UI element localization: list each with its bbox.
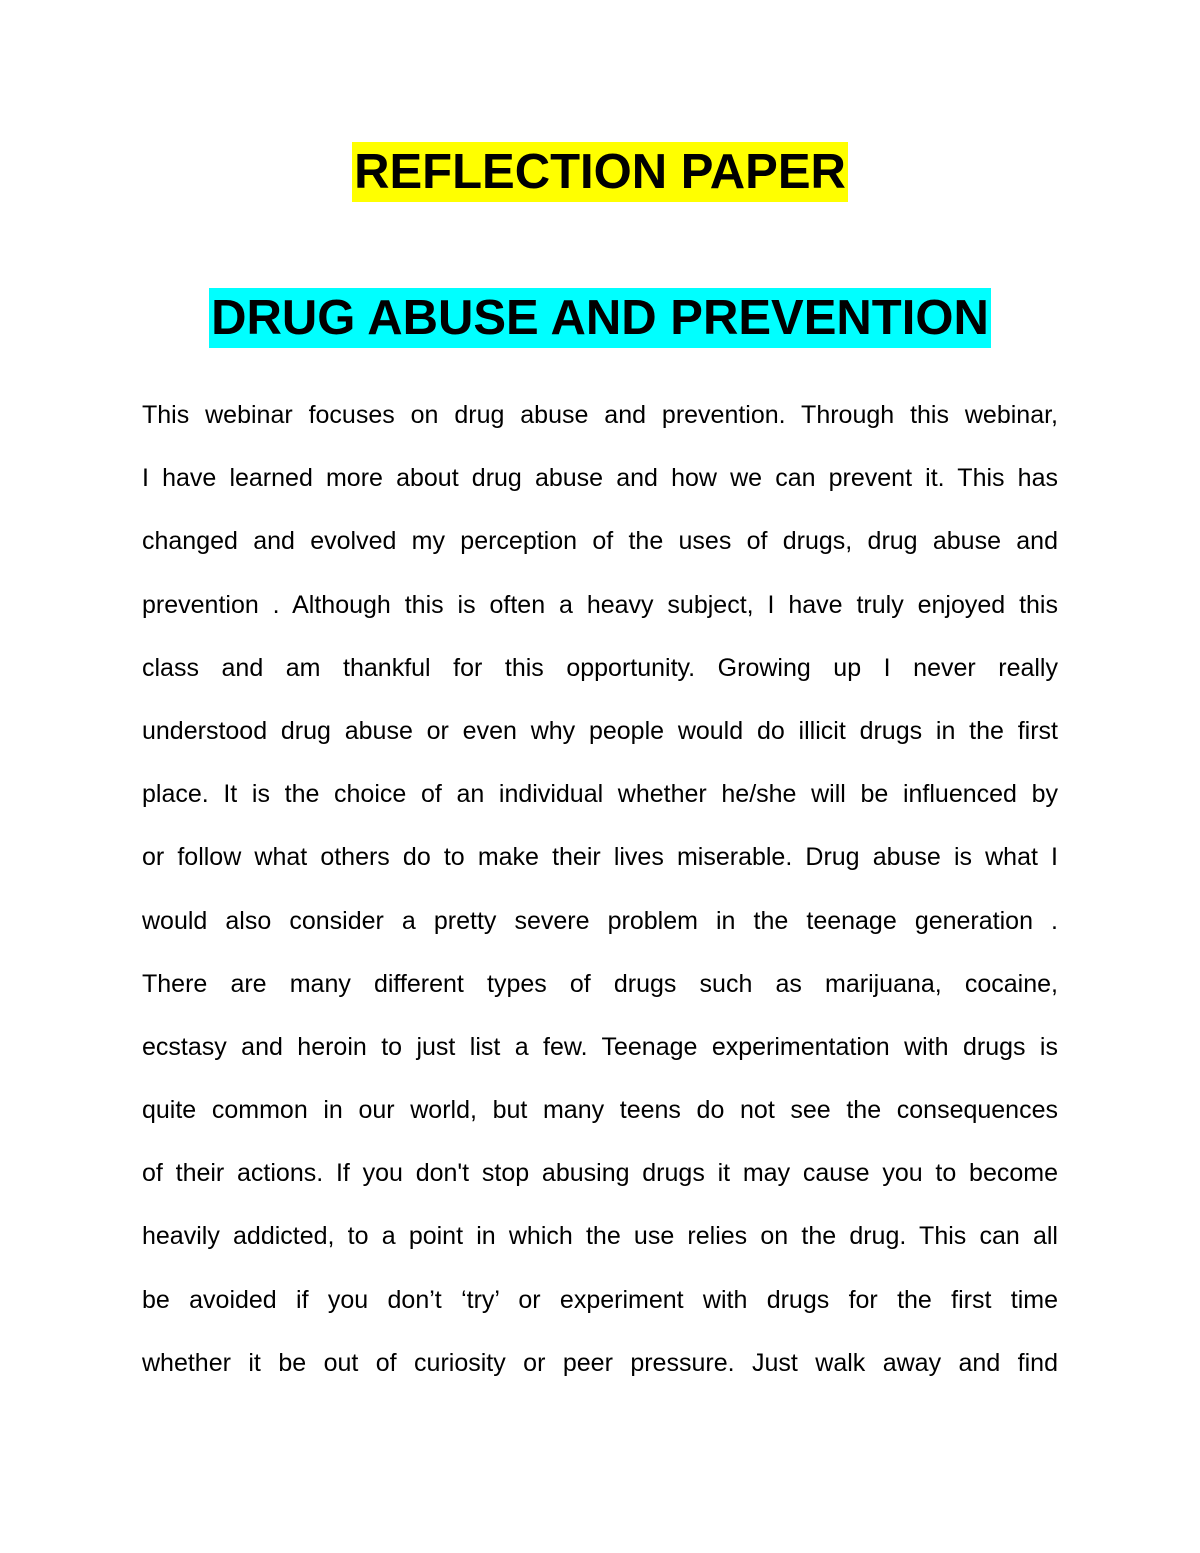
text-line: I have learned more about drug abuse and how we can prevent it. This has <box>142 464 1058 493</box>
text-line: This webinar focuses on drug abuse and prevention. Through this webinar, <box>142 401 1058 429</box>
subtitle-container <box>0 288 1200 348</box>
text-line: quite common in our world, but many teens do not see the consequences <box>142 1096 1058 1125</box>
text-line: heavily addicted, to a point in which the use relies on the drug. This can all <box>142 1222 1058 1251</box>
text-line: be avoided if you don’t ‘try’ or experiment with drugs for the first time <box>142 1285 1058 1314</box>
document-title: REFLECTION PAPER <box>352 142 848 202</box>
text-line: would also consider a pretty severe problem in the teenage generation . <box>142 906 1058 935</box>
text-line: ecstasy and heroin to just list a few. Teenage experimentation with drugs is <box>142 1032 1058 1061</box>
text-line: changed and evolved my perception of the uses of drugs, drug abuse and <box>142 527 1058 556</box>
body-paragraph <box>142 384 1058 1395</box>
text-line: of their actions. If you don't stop abusing drugs it may cause you to become <box>142 1159 1058 1188</box>
text-line: whether it be out of curiosity or peer pressure. Just walk away and find <box>142 1348 1058 1377</box>
text-line: or follow what others do to make their lives miserable. Drug abuse is what I <box>142 843 1058 872</box>
document-subtitle: DRUG ABUSE AND PREVENTION <box>209 288 991 348</box>
text-line: There are many different types of drugs such as marijuana, cocaine, <box>142 969 1058 998</box>
text-line: place. It is the choice of an individual whether he/she will be influenced by <box>142 780 1058 809</box>
title-container <box>0 142 1200 202</box>
text-line: understood drug abuse or even why people would do illicit drugs in the first <box>142 716 1058 745</box>
text-line: prevention . Although this is often a heavy subject, I have truly enjoyed this <box>142 590 1058 619</box>
text-line: class and am thankful for this opportunity. Growing up I never really <box>142 653 1058 682</box>
